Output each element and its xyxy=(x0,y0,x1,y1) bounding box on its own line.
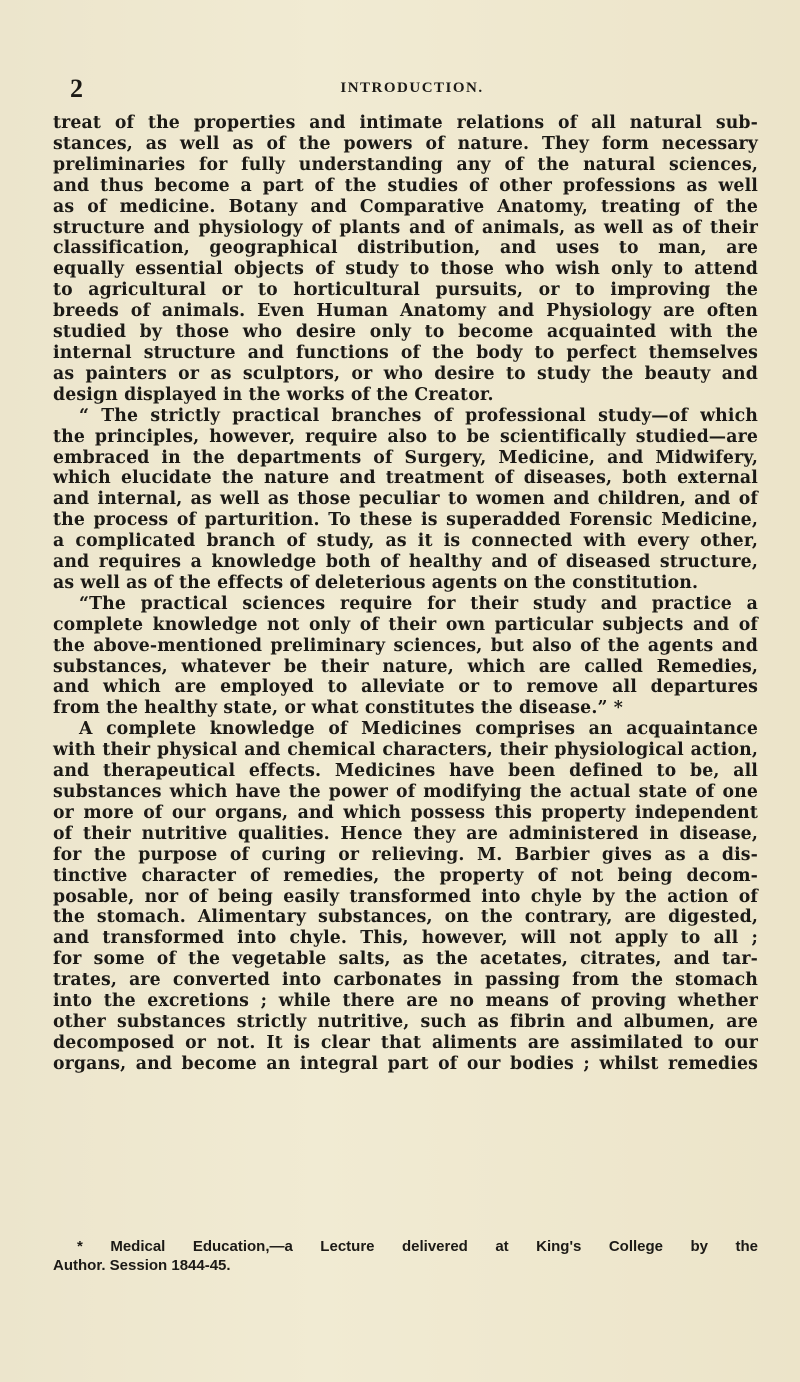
text-line: as painters or as sculptors, or who desire to study the beauty and xyxy=(53,363,758,384)
running-head xyxy=(70,74,754,103)
page-number: 2 xyxy=(70,74,83,103)
text-line: which elucidate the nature and treatment of diseases, both external xyxy=(53,468,758,489)
text-line: organs, and become an integral part of our bodies ; whilst remedies xyxy=(53,1053,758,1074)
text-line: the above-mentioned preliminary sciences, but also of the agents and xyxy=(53,635,758,656)
text-line: and which are employed to alleviate or to remove all departures xyxy=(53,677,758,698)
text-line: trates, are converted into carbonates in passing from the stomach xyxy=(53,970,758,991)
text-line: stances, as well as of the powers of nature. They form necessary xyxy=(53,133,758,154)
text-line: of their nutritive qualities. Hence they are administered in disease, xyxy=(53,823,758,844)
text-line: complete knowledge not only of their own particular subjects and of xyxy=(53,614,758,635)
text-line: internal structure and functions of the body to perfect themselves xyxy=(53,342,758,363)
text-line: preliminaries for fully understanding any of the natural sciences, xyxy=(53,154,758,175)
text-line: substances which have the power of modifying the actual state of one xyxy=(53,782,758,802)
text-line: the principles, however, require also to be scientifically studied—are xyxy=(53,426,758,447)
text-line: as well as of the effects of deleterious agents on the constitution. xyxy=(53,572,699,593)
text-line: breeds of animals. Even Human Anatomy and Physiology are often xyxy=(53,301,758,322)
text-line: and internal, as well as those peculiar to women and children, and of xyxy=(53,489,758,510)
footnote-line: Author. Session 1844-45. xyxy=(53,1257,231,1274)
text-line: classification, geographical distribution, and uses to man, are xyxy=(53,238,758,259)
text-line: and transformed into chyle. This, however, will not apply to all ; xyxy=(53,928,758,949)
text-line: the stomach. Alimentary substances, on the contrary, are digested, xyxy=(53,907,758,928)
text-line: to agricultural or to horticultural pursuits, or to improving the xyxy=(53,280,758,301)
text-line: for the purpose of curing or relieving. M. Barbier gives as a dis- xyxy=(53,844,758,865)
text-line: and requires a knowledge both of healthy and of diseased structure, xyxy=(53,552,758,573)
text-line: posable, nor of being easily transformed into chyle by the action of xyxy=(53,886,758,907)
text-line: other substances strictly nutritive, such as fibrin and albumen, are xyxy=(53,1011,758,1032)
text-line: A complete knowledge of Medicines comprises an acquaintance xyxy=(79,719,758,740)
text-line: and thus become a part of the studies of other professions as well xyxy=(53,175,758,196)
text-line: embraced in the departments of Surgery, Medicine, and Midwifery, xyxy=(53,447,758,468)
text-line: substances, whatever be their nature, which are called Remedies, xyxy=(53,656,758,677)
chapter-title: INTRODUCTION. xyxy=(340,80,484,96)
text-line: tinctive character of remedies, the property of not being decom- xyxy=(53,865,758,886)
footnote-line: * Medical Education,—a Lecture delivered at King's College by the xyxy=(77,1238,758,1255)
text-line: with their physical and chemical characters, their physiological action, xyxy=(53,740,758,761)
text-line: decomposed or not. It is clear that aliments are assimilated to our xyxy=(53,1032,758,1053)
footnote xyxy=(53,1237,758,1275)
text-line: as of medicine. Botany and Comparative Anatomy, treating of the xyxy=(53,196,758,217)
text-line: treat of the properties and intimate relations of all natural sub- xyxy=(53,113,758,133)
text-line: for some of the vegetable salts, as the acetates, citrates, and tar- xyxy=(53,949,758,970)
text-line: or more of our organs, and which possess this property independent xyxy=(53,802,758,823)
text-line: structure and physiology of plants and of animals, as well as of their xyxy=(53,217,758,238)
text-line: from the healthy state, or what constitutes the disease.” * xyxy=(53,698,623,719)
text-line: “The practical sciences require for their study and practice a xyxy=(79,593,758,614)
text-line: and therapeutical effects. Medicines have been defined to be, all xyxy=(53,761,758,782)
text-line: into the excretions ; while there are no means of proving whether xyxy=(53,991,758,1012)
text-line: a complicated branch of study, as it is connected with every other, xyxy=(53,531,758,552)
text-line: “ The strictly practical branches of professional study—of which xyxy=(79,405,758,426)
text-line: equally essential objects of study to those who wish only to attend xyxy=(53,259,758,280)
text-line: the process of parturition. To these is superadded Forensic Medicine, xyxy=(53,510,758,531)
text-line: design displayed in the works of the Creator. xyxy=(53,384,494,405)
text-line: studied by those who desire only to become acquainted with the xyxy=(53,322,758,343)
body-text xyxy=(53,113,758,1075)
